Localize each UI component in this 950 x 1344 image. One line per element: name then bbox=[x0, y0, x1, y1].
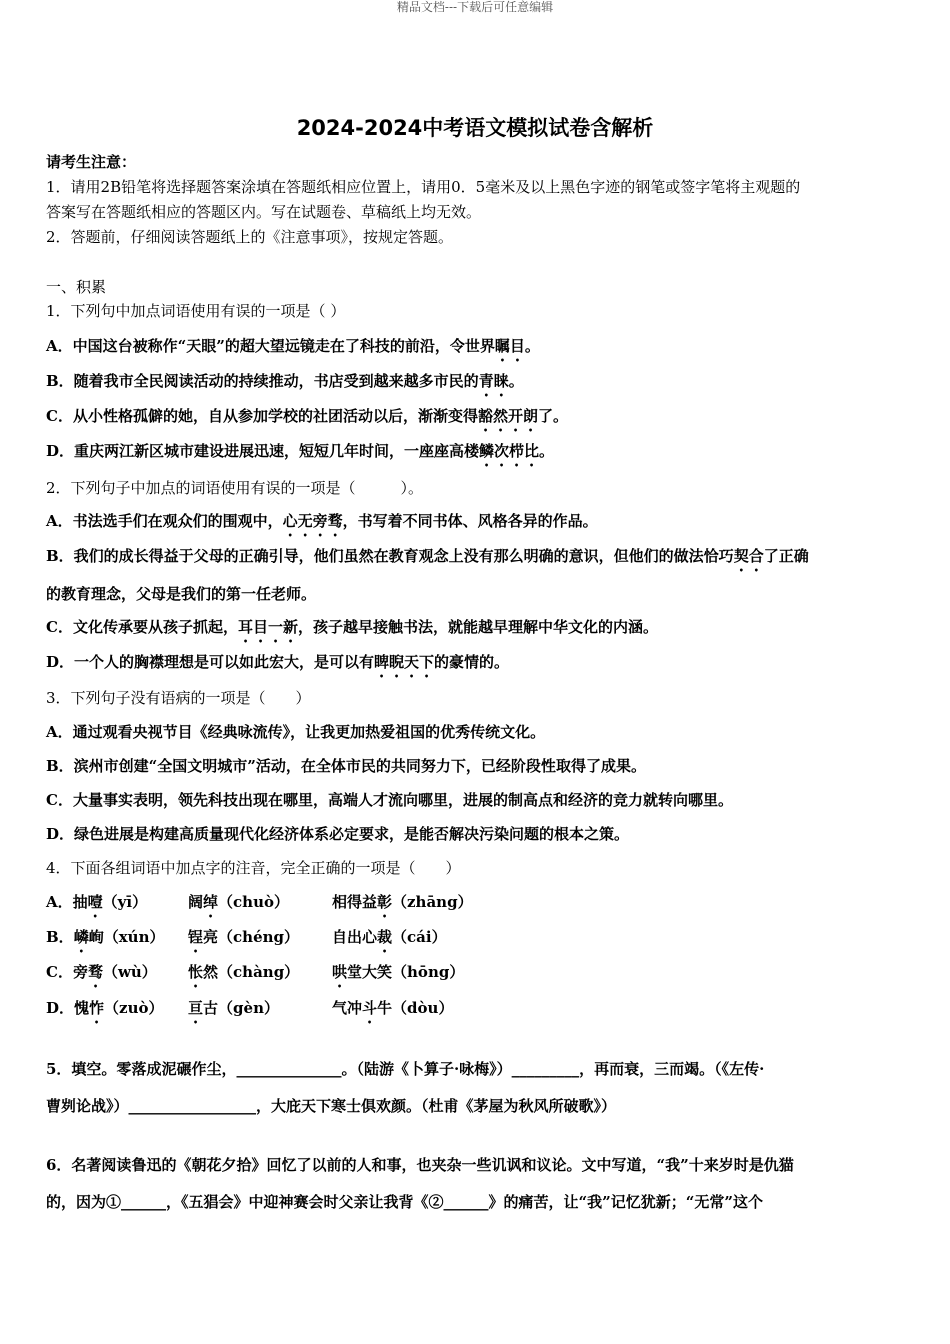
dotted-char: 绰 bbox=[203, 893, 219, 911]
dotted-word: 鳞次栉比 bbox=[479, 442, 540, 460]
section-heading: 一、积累 bbox=[46, 278, 107, 296]
q4-stem: 4．下面各组词语中加点字的注音，完全正确的一项是（ ） bbox=[46, 859, 461, 877]
dotted-word: 豁然开朗 bbox=[477, 407, 538, 425]
q2-option-a[interactable]: A．书法选手们在观众们的围观中，心无旁骛，书写着不同书体、风格各异的作品。 bbox=[46, 512, 598, 530]
q4-option-c-word-2: 怅然（chàng） bbox=[188, 963, 300, 981]
q4-option-d[interactable]: D．愧怍（zuò） bbox=[46, 999, 164, 1017]
dotted-char: 哄 bbox=[332, 963, 348, 981]
q3-stem: 3．下列句子没有语病的一项是（ ） bbox=[46, 689, 311, 707]
q3-option-d[interactable]: D．绿色进展是构建高质量现代化经济体系必定要求，是能否解决污染问题的根本之策。 bbox=[46, 825, 630, 843]
dotted-char: 骛 bbox=[87, 963, 103, 981]
dotted-char: 彰 bbox=[377, 893, 393, 911]
notice-line-3: 2．答题前，仔细阅读答题纸上的《注意事项》，按规定答题。 bbox=[46, 228, 454, 246]
page-title: 2024-2024中考语文模拟试卷含解析 bbox=[296, 116, 654, 140]
q2-option-c[interactable]: C．文化传承要从孩子抓起，耳目一新，孩子越早接触书法，就能越早理解中华文化的内涵。 bbox=[46, 618, 658, 636]
dotted-word: 契合 bbox=[733, 547, 764, 565]
q1-option-b[interactable]: B．随着我市全民阅读活动的持续推动，书店受到越来越多市民的青睐。 bbox=[46, 372, 524, 390]
q3-option-a[interactable]: A．通过观看央视节目《经典咏流传》，让我更加热爱祖国的优秀传统文化。 bbox=[46, 723, 546, 741]
dotted-char: 怍 bbox=[89, 999, 105, 1017]
q1-option-c[interactable]: C．从小性格孤僻的她，自从参加学校的社团活动以后，渐渐变得豁然开朗了。 bbox=[46, 407, 568, 425]
notice-line-2: 答案写在答题纸相应的答题区内。写在试题卷、草稿纸上均无效。 bbox=[46, 203, 482, 221]
dotted-char: 怅 bbox=[188, 963, 204, 981]
dotted-char: 噎 bbox=[87, 893, 103, 911]
q1-option-a[interactable]: A．中国这台被称作“天眼”的超大望远镜走在了科技的前沿，令世界瞩目。 bbox=[46, 337, 540, 355]
q4-option-b-word-3: 自出心裁（cái） bbox=[332, 928, 447, 946]
q1-stem: 1．下列句中加点词语使用有误的一项是（ ） bbox=[46, 302, 346, 320]
notice-heading: 请考生注意： bbox=[46, 153, 137, 171]
header-note: 精品文档---下载后可任意编辑 bbox=[396, 0, 554, 14]
dotted-char: 裁 bbox=[377, 928, 393, 946]
q3-option-c[interactable]: C．大量事实表明，领先科技出现在哪里，高端人才流向哪里，进展的制高点和经济的竞力就转向哪里。 bbox=[46, 791, 733, 809]
q4-option-c-word-3: 哄堂大笑（hōng） bbox=[332, 963, 465, 981]
dotted-word: 瞩目 bbox=[494, 337, 525, 355]
q2-stem: 2．下列句子中加点的词语使用有误的一项是（ ）。 bbox=[46, 479, 424, 497]
q4-option-d-word-2: 亘古（gèn） bbox=[188, 999, 279, 1017]
dotted-char: 嶙 bbox=[73, 928, 89, 946]
q4-option-d-word-3: 气冲斗牛（dòu） bbox=[332, 999, 454, 1017]
q2-option-b-cont: 的教育理念，父母是我们的第一任老师。 bbox=[46, 585, 317, 603]
dotted-word: 青睐 bbox=[478, 372, 509, 390]
q2-option-d[interactable]: D．一个人的胸襟理想是可以如此宏大，是可以有睥睨天下的豪情的。 bbox=[46, 653, 510, 671]
q4-option-b[interactable]: B．嶙峋（xún） bbox=[46, 928, 165, 946]
dotted-char: 斗 bbox=[362, 999, 378, 1017]
dotted-word: 耳目一新 bbox=[237, 618, 298, 636]
q6-line-2: 的，因为①______，《五猖会》中迎神赛会时父亲让我背《②______》的痛苦，让“我”记忆犹新；“无常”这个 bbox=[46, 1193, 764, 1211]
q3-option-b[interactable]: B．滨州市创建“全国文明城市”活动，在全体市民的共同努力下，已经阶段性取得了成果。 bbox=[46, 757, 646, 775]
q4-option-a-word-2: 阔绰（chuò） bbox=[188, 893, 289, 911]
q4-option-c[interactable]: C．旁骛（wù） bbox=[46, 963, 157, 981]
dotted-char: 锃 bbox=[188, 928, 204, 946]
q4-option-a[interactable]: A．抽噎（yī） bbox=[46, 893, 148, 911]
q4-option-a-word-3: 相得益彰（zhāng） bbox=[332, 893, 473, 911]
dotted-char: 亘 bbox=[188, 999, 204, 1017]
dotted-word: 心无旁骛 bbox=[282, 512, 343, 530]
q2-option-b[interactable]: B．我们的成长得益于父母的正确引导，他们虽然在教育观念上没有那么明确的意识，但他们的做法恰巧契合了正确 bbox=[46, 547, 809, 565]
dotted-word: 睥睨天下 bbox=[374, 653, 435, 671]
q1-option-d[interactable]: D．重庆两江新区城市建设进展迅速，短短几年时间，一座座高楼鳞次栉比。 bbox=[46, 442, 555, 460]
q4-option-b-word-2: 锃亮（chéng） bbox=[188, 928, 300, 946]
q6-line-1: 6．名著阅读鲁迅的《朝花夕拾》回忆了以前的人和事，也夹杂一些讥讽和议论。文中写道，“我”十来岁时是仇猫 bbox=[46, 1156, 794, 1174]
q5-line-1: 5．填空。零落成泥碾作尘，______________。（陆游《卜算子·咏梅》）_________，再而衰，三而竭。（《左传· bbox=[46, 1060, 765, 1078]
notice-line-1: 1．请用2B铅笔将选择题答案涂填在答题纸相应位置上，请用0．5毫米及以上黑色字迹的钢笔或签字笔将主观题的 bbox=[46, 178, 801, 196]
q5-line-2: 曹刿论战》）_________________，大庇天下寒士俱欢颜。（杜甫《茅屋为秋风所破歌》） bbox=[46, 1097, 617, 1115]
